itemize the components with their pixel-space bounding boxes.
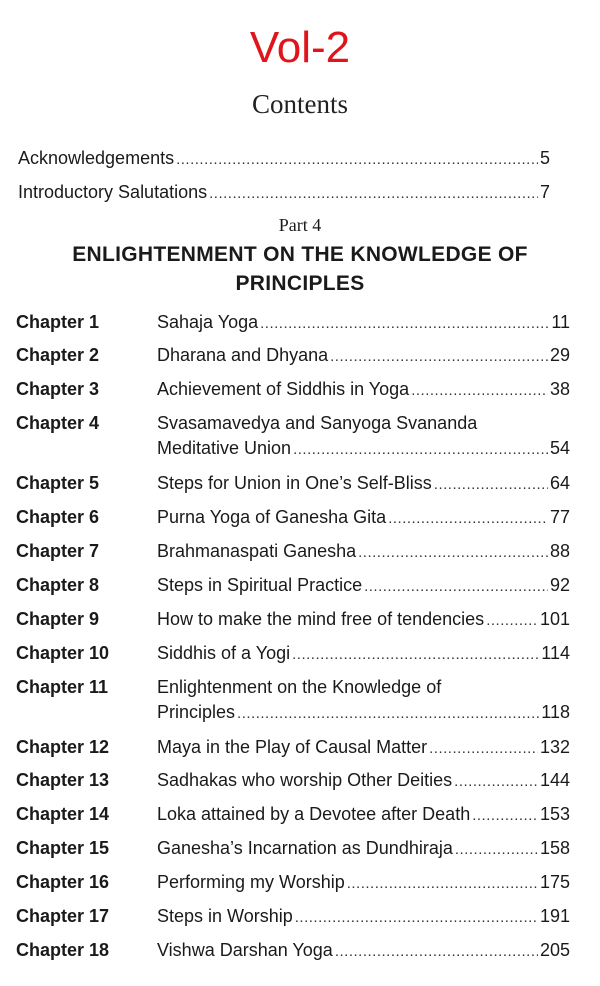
chapter-page-number: 158 — [539, 838, 570, 858]
chapter-title-block — [157, 343, 570, 368]
toc-entry-introductory-salutations[interactable] — [18, 180, 550, 206]
chapter-title: Purna Yoga of Ganesha Gita — [157, 507, 387, 527]
chapter-title: Steps for Union in One’s Self-Bliss — [157, 473, 432, 493]
chapter-page-number: 118 — [541, 702, 570, 722]
chapter-label: Chapter 8 — [16, 575, 100, 595]
dot-leader — [237, 701, 539, 726]
chapter-title: Principles — [157, 702, 236, 722]
chapter-title-block — [157, 607, 570, 632]
dot-leader — [411, 378, 548, 403]
chapter-label: Chapter 2 — [16, 345, 100, 365]
chapter-page-number: 205 — [539, 940, 570, 960]
chapter-title-block — [157, 641, 570, 666]
chapter-label: Chapter 5 — [16, 473, 100, 493]
chapter-title-line — [157, 675, 570, 700]
chapter-title: Ganesha’s Incarnation as Dundhiraja — [157, 838, 453, 858]
chapter-title-block — [157, 768, 570, 793]
chapter-page-number: 144 — [539, 770, 570, 790]
chapter-title: Svasamavedya and Sanyoga Svananda — [157, 413, 478, 433]
chapter-title: Loka attained by a Devotee after Death — [157, 804, 471, 824]
chapter-title-line — [157, 938, 570, 963]
chapter-title: Enlightenment on the Knowledge of — [157, 677, 442, 697]
chapter-label: Chapter 6 — [16, 507, 100, 527]
chapter-title-line — [157, 735, 570, 760]
dot-leader — [176, 148, 538, 172]
chapter-page-number: 114 — [541, 643, 570, 663]
chapter-title-block — [157, 836, 570, 861]
chapter-label: Chapter 4 — [16, 413, 100, 433]
chapter-label: Chapter 17 — [16, 906, 110, 926]
chapter-label: Chapter 3 — [16, 379, 100, 399]
chapter-title: Steps in Worship — [157, 906, 293, 926]
dot-leader — [295, 905, 538, 930]
chapter-page-number: 191 — [539, 906, 570, 926]
chapter-title-block — [157, 573, 570, 598]
chapter-label: Chapter 15 — [16, 838, 110, 858]
chapter-title-block — [157, 471, 570, 496]
chapter-title-block — [157, 310, 570, 335]
dot-leader — [388, 506, 548, 531]
chapter-title: Maya in the Play of Causal Matter — [157, 737, 428, 757]
chapter-title: Siddhis of a Yogi — [157, 643, 291, 663]
chapter-page-number: 77 — [549, 507, 570, 527]
chapter-title-block — [157, 675, 570, 725]
chapter-title-line — [157, 539, 570, 564]
chapter-label: Chapter 7 — [16, 541, 100, 561]
part-title-line-2: PRINCIPLES — [235, 272, 365, 295]
dot-leader — [358, 540, 548, 565]
toc-entry-title: Acknowledgements — [18, 148, 175, 168]
chapter-title-block — [157, 539, 570, 564]
chapter-title: Sadhakas who worship Other Deities — [157, 770, 453, 790]
dot-leader — [292, 642, 539, 667]
chapter-title: Achievement of Siddhis in Yoga — [157, 379, 410, 399]
toc-entry-page: 5 — [539, 148, 550, 168]
dot-leader — [454, 769, 538, 794]
chapter-title-line — [157, 343, 570, 368]
volume-label: Vol-2 — [249, 23, 351, 72]
part-label: Part 4 — [278, 215, 322, 235]
chapter-page-number: 101 — [539, 609, 570, 629]
dot-leader — [455, 837, 538, 862]
chapter-title-block — [157, 735, 570, 760]
dot-leader — [209, 182, 538, 206]
chapter-title: Dharana and Dhyana — [157, 345, 329, 365]
dot-leader — [293, 437, 548, 462]
chapter-label: Chapter 13 — [16, 770, 110, 790]
dot-leader — [260, 311, 549, 336]
chapter-title: Steps in Spiritual Practice — [157, 575, 363, 595]
part-title-line-1: ENLIGHTENMENT ON THE KNOWLEDGE OF — [72, 243, 528, 266]
chapter-title-block — [157, 411, 570, 461]
chapter-label: Chapter 18 — [16, 940, 110, 960]
chapter-label: Chapter 10 — [16, 643, 110, 663]
dot-leader — [330, 344, 548, 369]
chapter-page-number: 29 — [549, 345, 570, 365]
chapter-page-number: 92 — [549, 575, 570, 595]
chapter-title-line — [157, 802, 570, 827]
dot-leader — [434, 472, 548, 497]
chapter-page-number: 88 — [549, 541, 570, 561]
chapter-title: Sahaja Yoga — [157, 312, 259, 332]
chapter-title-line — [157, 607, 570, 632]
chapter-title-line — [157, 700, 570, 725]
chapter-title-line — [157, 768, 570, 793]
chapter-page-number: 54 — [549, 438, 570, 458]
chapter-title: Brahmanaspati Ganesha — [157, 541, 357, 561]
toc-entry-acknowledgements[interactable] — [18, 146, 550, 172]
chapter-title: Performing my Worship — [157, 872, 345, 892]
chapter-page-number: 132 — [539, 737, 570, 757]
dot-leader — [486, 608, 538, 633]
chapter-title-block — [157, 377, 570, 402]
dot-leader — [335, 939, 538, 964]
chapter-title: Vishwa Darshan Yoga — [157, 940, 333, 960]
chapter-title-line — [157, 836, 570, 861]
chapter-title-line — [157, 641, 570, 666]
chapter-title-block — [157, 938, 570, 963]
chapter-title-line — [157, 573, 570, 598]
chapter-label: Chapter 16 — [16, 872, 110, 892]
chapter-label: Chapter 11 — [16, 677, 109, 697]
chapter-title-line — [157, 904, 570, 929]
contents-heading: Contents — [251, 89, 348, 119]
chapter-label: Chapter 12 — [16, 737, 110, 757]
toc-entry-title: Introductory Salutations — [18, 182, 208, 202]
chapter-label: Chapter 14 — [16, 804, 110, 824]
chapter-page-number: 64 — [549, 473, 570, 493]
chapter-title: How to make the mind free of tendencies — [157, 609, 485, 629]
chapter-title-line — [157, 505, 570, 530]
chapter-page-number: 38 — [549, 379, 570, 399]
chapter-title-block — [157, 802, 570, 827]
chapter-label: Chapter 9 — [16, 609, 100, 629]
chapter-title-block — [157, 870, 570, 895]
dot-leader — [472, 803, 538, 828]
chapter-title-block — [157, 904, 570, 929]
chapter-title: Meditative Union — [157, 438, 292, 458]
chapter-title-line — [157, 411, 570, 436]
chapter-page-number: 11 — [551, 312, 570, 332]
dot-leader — [429, 736, 538, 761]
chapter-title-line — [157, 870, 570, 895]
toc-entry-page: 7 — [539, 182, 550, 202]
chapter-title-block — [157, 505, 570, 530]
dot-leader — [347, 871, 538, 896]
chapter-page-number: 175 — [539, 872, 570, 892]
chapter-page-number: 153 — [539, 804, 570, 824]
chapter-title-line — [157, 310, 570, 335]
chapter-title-line — [157, 436, 570, 461]
dot-leader — [364, 574, 548, 599]
chapter-title-line — [157, 377, 570, 402]
chapter-title-line — [157, 471, 570, 496]
part-title — [40, 240, 560, 298]
chapter-label: Chapter 1 — [16, 312, 100, 332]
